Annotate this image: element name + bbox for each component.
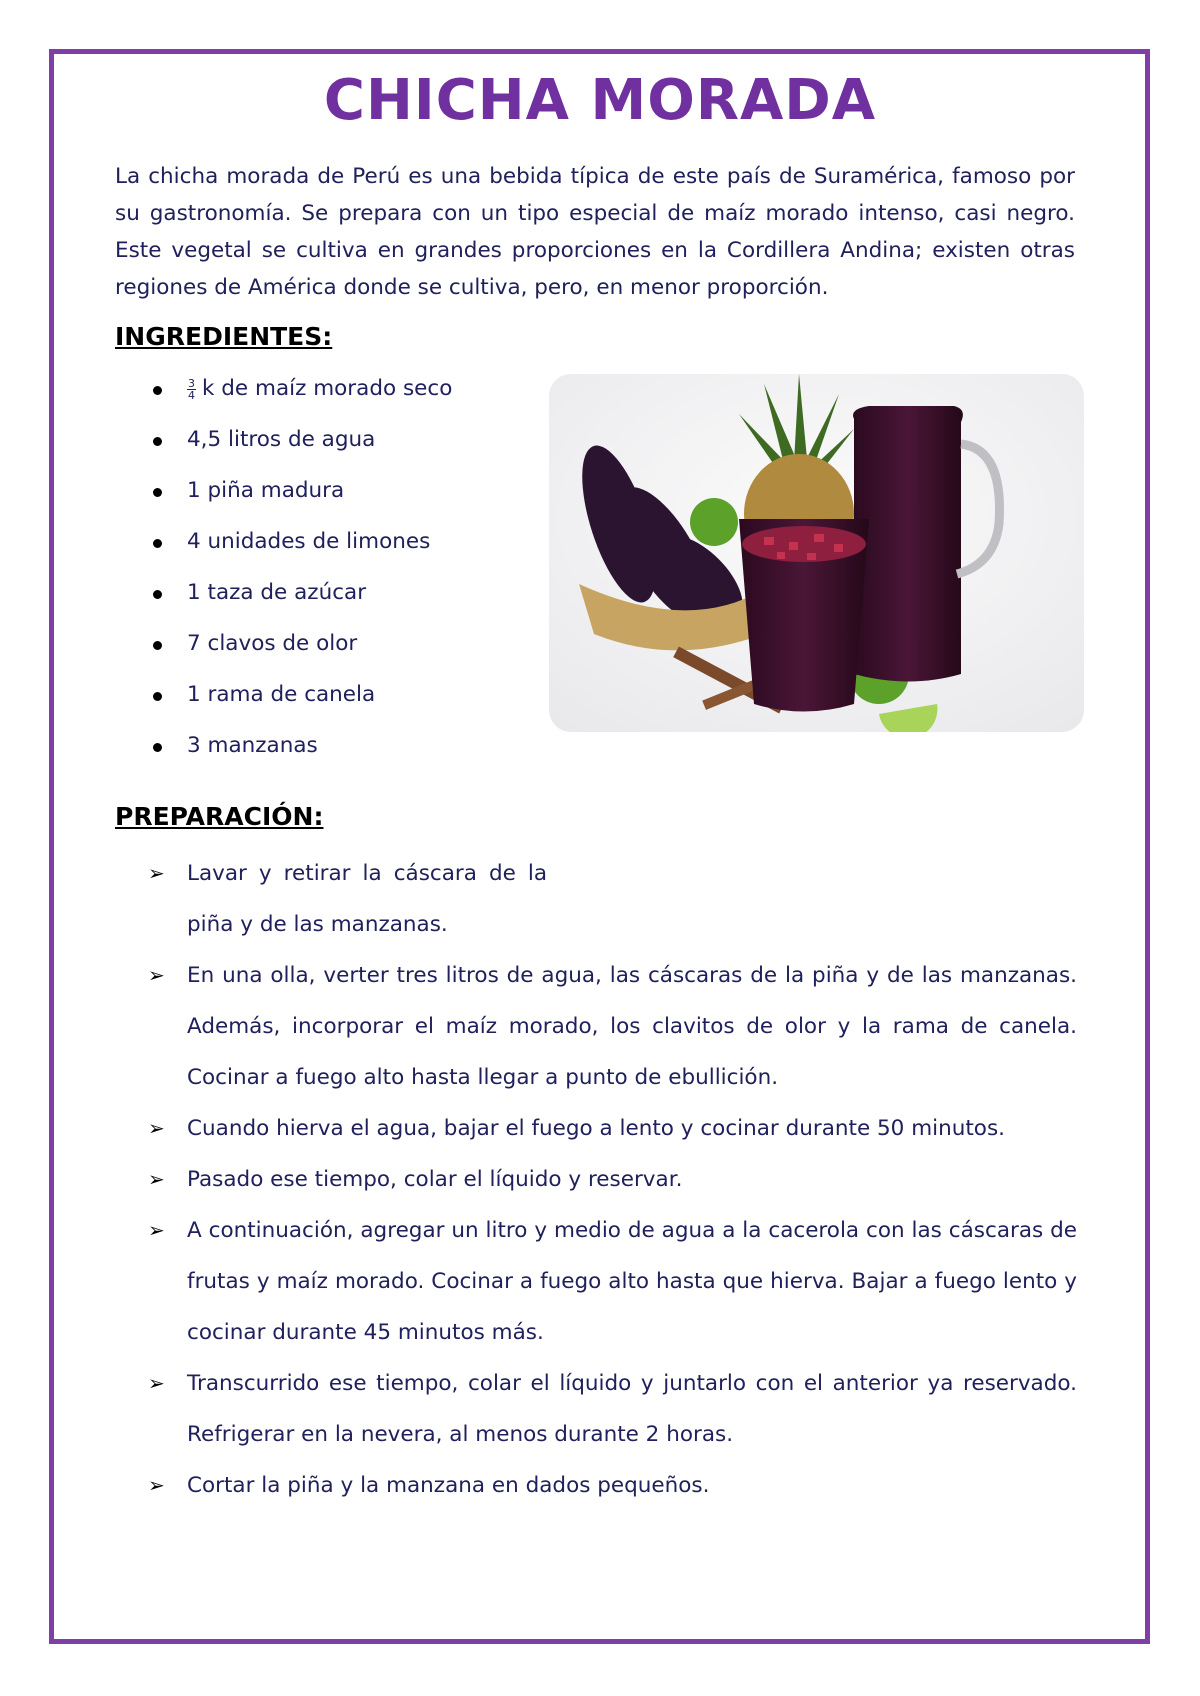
step-text: Cortar la piña y la manzana en dados pequeños. [187,1473,710,1498]
page-title: CHICHA MORADA [323,68,877,133]
list-item [115,1460,1077,1511]
ingredient-text: 1 rama de canela [187,682,376,707]
ingredient-text: 4 unidades de limones [187,529,431,554]
list-item [115,1154,1077,1205]
arrow-bullet-icon: ➢ [148,1371,165,1395]
arrow-bullet-icon: ➢ [148,1473,165,1497]
list-item [115,474,535,525]
fraction [187,378,196,401]
chicha-illustration [549,374,1084,732]
arrow-bullet-icon: ➢ [148,861,165,885]
list-item [115,950,1077,1103]
bullet-icon [153,692,162,701]
arrow-bullet-icon: ➢ [148,963,165,987]
fraction-denominator: 4 [188,388,195,402]
ingredient-text: 1 piña madura [187,478,345,503]
list-item [115,576,535,627]
list-item [115,627,535,678]
bullet-icon [153,488,162,497]
ingredient-text: 3 manzanas [187,733,318,758]
list-item [115,525,535,576]
step-text: Transcurrido ese tiempo, colar el líquido y juntarlo con el anterior ya reservado. Refrigerar en la nevera, al menos durante 2 horas. [187,1371,1077,1447]
ingredient-text: 7 clavos de olor [187,631,358,656]
preparation-steps [115,848,1077,1511]
intro-paragraph: La chicha morada de Perú es una bebida típica de este país de Suramérica, famoso por su gastronomía. Se prepara con un tipo especial de maíz morado intenso, casi negro. Este vegetal se cultiva en grandes proporciones en la Cordillera Andina; existen otras regiones de América donde se cultiva, pero, en menor proporción. [115,164,1075,300]
bullet-icon [153,743,162,752]
arrow-bullet-icon: ➢ [148,1116,165,1140]
bullet-icon [153,539,162,548]
list-item [115,729,535,780]
ingredients-heading: INGREDIENTES: [115,322,333,351]
list-item [115,1205,1077,1358]
chicha-photo [549,374,1084,732]
list-item [115,1358,1077,1460]
step-text: En una olla, verter tres litros de agua, las cáscaras de la piña y de las manzanas. Además, incorporar el maíz morado, los clavitos de olor y la rama de canela. Cocinar a fuego alto hasta llegar a punto de ebullición. [187,963,1077,1090]
fraction-numerator: 3 [188,376,195,390]
list-item [115,1103,1077,1154]
list-item [115,678,535,729]
step-text: Lavar y retirar la cáscara de la piña y de las manzanas. [187,861,547,937]
list-item [115,423,535,474]
ingredients-list [115,372,535,780]
arrow-bullet-icon: ➢ [148,1167,165,1191]
ingredient-text: 4,5 litros de agua [187,427,376,452]
ingredient-text: k de maíz morado seco [202,376,453,401]
step-text: Pasado ese tiempo, colar el líquido y reservar. [187,1167,683,1192]
step-text: A continuación, agregar un litro y medio de agua a la cacerola con las cáscaras de frutas y maíz morado. Cocinar a fuego alto hasta que hierva. Bajar a fuego lento y cocinar durante 45 minutos más. [187,1218,1077,1345]
ingredient-text: 1 taza de azúcar [187,580,367,605]
bullet-icon [153,386,162,395]
bullet-icon [153,437,162,446]
bullet-icon [153,590,162,599]
list-item [115,372,535,423]
preparation-heading: PREPARACIÓN: [115,802,324,831]
arrow-bullet-icon: ➢ [148,1218,165,1242]
bullet-icon [153,641,162,650]
step-text: Cuando hierva el agua, bajar el fuego a lento y cocinar durante 50 minutos. [187,1116,1005,1141]
list-item [115,848,547,950]
